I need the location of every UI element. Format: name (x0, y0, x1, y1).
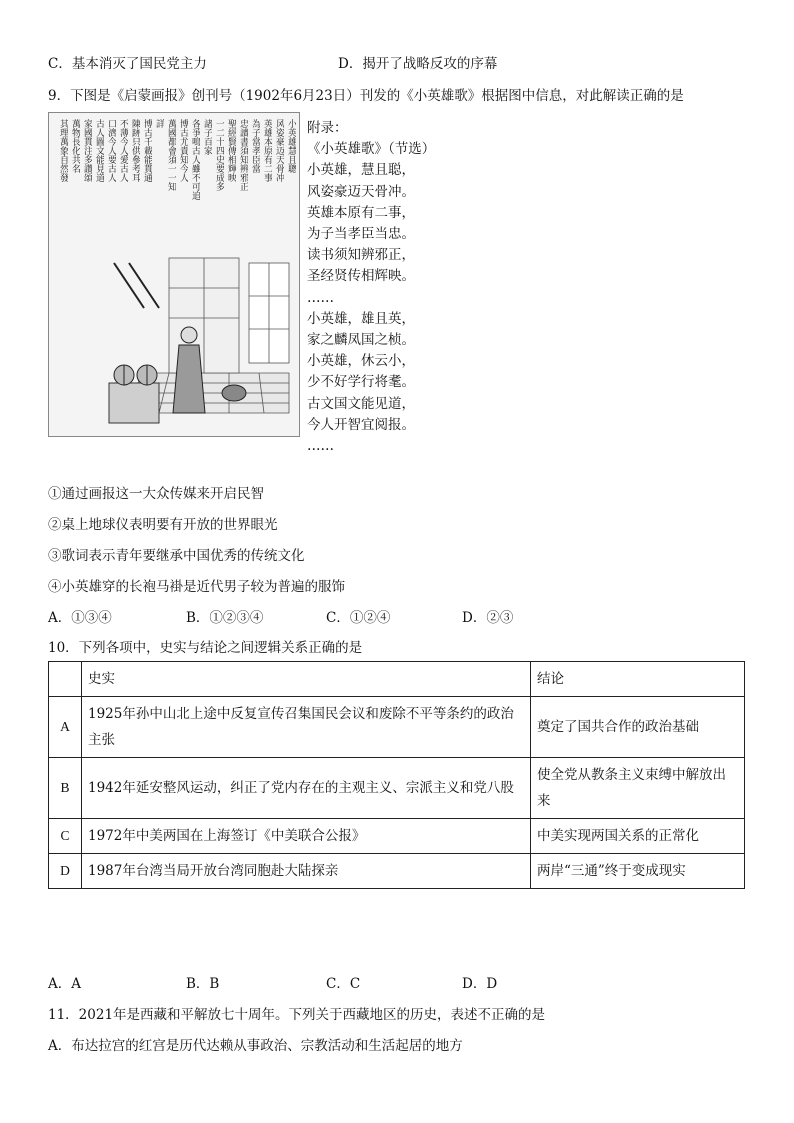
q10-option-a[interactable]: A．A (48, 976, 81, 992)
appendix-line: 今人开智宜阅报。 (307, 416, 415, 433)
row-conclusion: 奠定了国共合作的政治基础 (531, 697, 745, 758)
appendix-line: 《小英雄歌》（节选） (307, 141, 436, 158)
table-row (49, 697, 745, 758)
q10-options-row (48, 975, 497, 993)
appendix-line: 古文国文能见道， (307, 395, 415, 412)
table-row (49, 854, 745, 889)
illustration-text-column: 古人圖文能見道 (94, 119, 104, 182)
row-label: B (49, 758, 82, 819)
appendix-line: 圣经贤传相辉映。 (307, 268, 415, 285)
illustration-text-column: 萬國都會須一一知 (166, 119, 176, 191)
appendix-line: 小英雄，休云小， (307, 353, 415, 370)
q9-option-d[interactable]: D．②③ (462, 610, 514, 626)
row-fact: 1925年孙中山北上途中反复宣传召集国民会议和废除不平等条约的政治主张 (82, 697, 531, 758)
row-fact: 1987年台湾当局开放台湾同胞赴大陆探亲 (82, 854, 531, 889)
illustration-text-column: 為子當孝臣當 (250, 119, 260, 173)
row-label: C (49, 819, 82, 854)
illustration-text-column: 博古千載能貫通 (142, 119, 152, 182)
illustration-text-column: 諸子百家 (202, 119, 212, 155)
q8-option-d: D．揭开了战略反攻的序幕 (338, 56, 498, 72)
q9-option-b[interactable]: B．①②③④ (186, 610, 264, 626)
table-header-label (49, 662, 82, 697)
table-row (49, 819, 745, 854)
q11-stem: 11．2021年是西藏和平解放七十周年。下列关于西藏地区的历史，表述不正确的是 (48, 1007, 546, 1023)
illustration-text-column: 萬物長化共名 (70, 119, 80, 173)
appendix-line: …… (307, 289, 334, 306)
q10-stem: 10．下列各项中，史实与结论之间逻辑关系正确的是 (48, 640, 363, 656)
illustration-text-column: 口濟今人要古人 (106, 119, 116, 182)
illustration-text-column: 不薄今人愛古人 (118, 119, 128, 182)
illustration-text-column: 家國貫注多讚頌 (82, 119, 92, 182)
row-conclusion: 两岸“三通”终于变成现实 (531, 854, 745, 889)
appendix-line: 少不好学行将耄。 (307, 374, 415, 391)
illustration-text-column: 博古尤貴知今人 (178, 119, 188, 182)
illustration-text-column: 风姿豪迈天骨冲 (274, 119, 284, 182)
q10-option-d[interactable]: D．D (462, 976, 498, 992)
illustration-text-column: 聖經賢傳相輝映 (226, 119, 236, 182)
q8-options-row (48, 55, 497, 73)
appendix-line: 为子当孝臣当忠。 (307, 226, 415, 243)
q9-option-a[interactable]: A．①③④ (48, 610, 112, 626)
q10-table (48, 661, 745, 889)
q8-option-c: C．基本消灭了国民党主力 (48, 56, 207, 72)
illustration-text-column: 其理萬象自然發 (58, 119, 68, 182)
row-label: D (49, 854, 82, 889)
appendix-line: 读书须知辨邪正， (307, 247, 415, 264)
q10-option-c[interactable]: C．C (326, 976, 361, 992)
q11-option-a[interactable]: A．布达拉宫的红宫是历代达赖从事政治、宗教活动和生活起居的地方 (48, 1038, 463, 1054)
q9-statement-3: ③歌词表示青年要继承中国优秀的传统文化 (48, 548, 305, 564)
illustration-text-column: 英雄本原有二事 (262, 119, 272, 182)
appendix-line: 小英雄，慧且聪， (307, 162, 415, 179)
row-conclusion: 中美实现两国关系的正常化 (531, 819, 745, 854)
q10-option-b[interactable]: B．B (186, 976, 220, 992)
q9-option-c[interactable]: C．①②④ (326, 610, 391, 626)
illustration-text-column: 一二十四史要成多 (214, 119, 224, 191)
appendix-line: 风姿豪迈天骨冲。 (307, 183, 415, 200)
row-conclusion: 使全党从教条主义束缚中解放出来 (531, 758, 745, 819)
illustration-text-column: 詳 (154, 119, 164, 128)
illustration-text-column: 陳跡只供參考耳 (130, 119, 140, 182)
q9-statement-1: ①通过画报这一大众传媒来开启民智 (48, 486, 264, 502)
illustration-text-column: 各爭鳴古人雖不可追 (190, 119, 200, 200)
illustration-text-column: 忠讀書須知辨邪正 (238, 119, 248, 191)
appendix-line: 附录： (307, 120, 348, 136)
row-fact: 1942年延安整风运动，纠正了党内存在的主观主义、宗派主义和党八股 (82, 758, 531, 819)
q9-options-row (48, 609, 513, 627)
appendix-line: 英雄本原有二事， (307, 204, 415, 221)
q9-statement-2: ②桌上地球仪表明要有开放的世界眼光 (48, 517, 278, 533)
appendix-lyrics (307, 118, 435, 457)
appendix-line: 家之麟凤国之桢。 (307, 332, 415, 349)
xiaoyingxiong-illustration (48, 112, 300, 437)
table-header-fact: 史实 (82, 662, 531, 697)
table-header-row (49, 662, 745, 697)
q9-stem: 9．下图是《启蒙画报》创刊号（1902年6月23日）刊发的《小英雄歌》根据图中信息，对此解读正确的是 (48, 88, 684, 104)
illustration-text-column: 小英雄慧且聰 (286, 119, 296, 173)
table-header-conclusion: 结论 (531, 662, 745, 697)
row-fact: 1972年中美两国在上海签订《中美联合公报》 (82, 819, 531, 854)
table-row (49, 758, 745, 819)
appendix-line: 小英雄，雄且英， (307, 310, 415, 327)
appendix-line: …… (307, 438, 334, 455)
row-label: A (49, 697, 82, 758)
q9-statement-4: ④小英雄穿的长袍马褂是近代男子较为普遍的服饰 (48, 579, 345, 595)
